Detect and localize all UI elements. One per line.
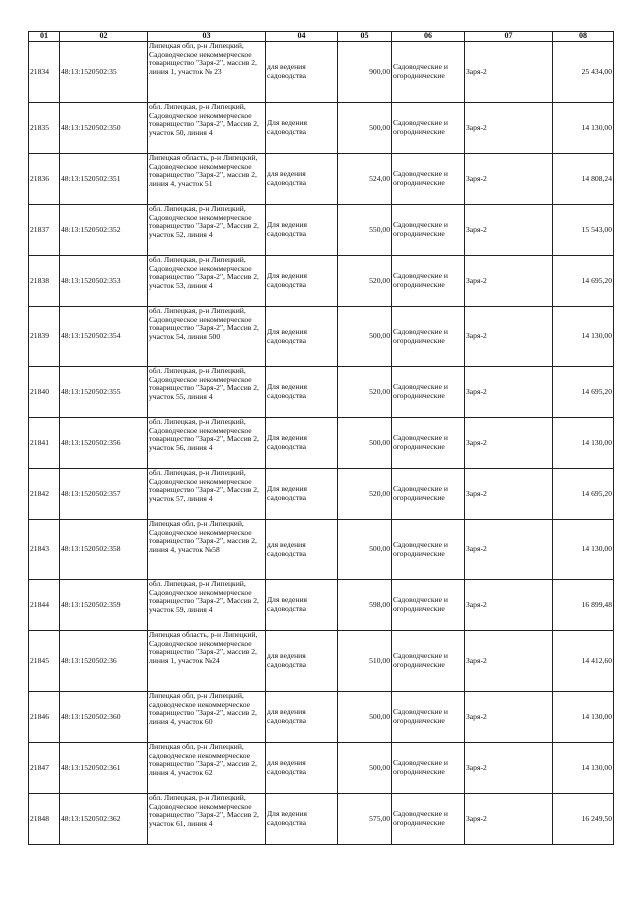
- cadastral-number: 48:13:1520502:358: [60, 520, 148, 580]
- land-category: Садоводческие и огороднические: [392, 103, 465, 154]
- row-number: 21837: [29, 205, 60, 256]
- row-number: 21836: [29, 154, 60, 205]
- table-row: [29, 307, 614, 367]
- cadastral-number: 48:13:1520502:359: [60, 580, 148, 631]
- address: [148, 154, 266, 205]
- cadastral-number: 48:13:1520502:36: [60, 631, 148, 692]
- address: [148, 205, 266, 256]
- table-row: [29, 469, 614, 520]
- land-category: Садоводческие и огороднические: [392, 692, 465, 743]
- cadastral-number: 48:13:1520502:361: [60, 743, 148, 794]
- address-text: обл. Липецкая, р-н Липецкий, Садоводческое некоммерческое товарищество "Заря-2", Массив 2, участок 61, линия 4: [149, 794, 259, 828]
- cadastral-value: 14 130,00: [553, 103, 614, 154]
- cadastral-value: 16 899,48: [553, 580, 614, 631]
- row-number: 21834: [29, 42, 60, 103]
- row-number: 21848: [29, 794, 60, 845]
- address-text: обл. Липецкая, р-н Липецкий, Садоводческое некоммерческое товарищество "Заря-2", Массив 2, участок 59, линия 4: [149, 580, 259, 614]
- row-number: 21842: [29, 469, 60, 520]
- land-category: Садоводческие и огороднические: [392, 580, 465, 631]
- cadastral-number: 48:13:1520502:360: [60, 692, 148, 743]
- settlement-name: Заря-2: [465, 743, 553, 794]
- row-number: 21839: [29, 307, 60, 367]
- row-number: 21843: [29, 520, 60, 580]
- address-text: обл. Липецкая, р-н Липецкий, Садоводческое некоммерческое товарищество "Заря-2", Массив 2, участок 53, линия 4: [149, 256, 259, 290]
- address: [148, 520, 266, 580]
- permitted-use: для ведения садоводства: [266, 520, 338, 580]
- area-value: 500,00: [338, 743, 392, 794]
- table-row: [29, 367, 614, 418]
- table-body: [29, 42, 614, 845]
- cadastral-value: 14 130,00: [553, 307, 614, 367]
- address-text: Липецкая обл, р-н Липецкий, садоводческое некоммерческое товарищество "Заря-2", массив 2, линия 4, участок 62: [149, 743, 257, 777]
- land-category: Садоводческие и огороднические: [392, 631, 465, 692]
- permitted-use: для ведения садоводства: [266, 692, 338, 743]
- land-category: Садоводческие и огороднические: [392, 469, 465, 520]
- address-text: обл. Липецкая, р-н Липецкий, Садоводческое некоммерческое товарищество "Заря-2", Массив 2, участок 52, линия 4: [149, 205, 259, 239]
- column-header: 02: [60, 32, 148, 42]
- land-register-table: [28, 31, 614, 845]
- table-row: [29, 256, 614, 307]
- address-text: обл. Липецкая, р-н Липецкий, Садоводческое некоммерческое товарищество "Заря-2", Массив 2, участок 50, линия 4: [149, 103, 259, 137]
- area-value: 900,00: [338, 42, 392, 103]
- cadastral-number: 48:13:1520502:355: [60, 367, 148, 418]
- area-value: 500,00: [338, 692, 392, 743]
- settlement-name: Заря-2: [465, 42, 553, 103]
- row-number: 21847: [29, 743, 60, 794]
- land-category: Садоводческие и огороднические: [392, 367, 465, 418]
- land-category: Садоводческие и огороднические: [392, 743, 465, 794]
- cadastral-value: 14 130,00: [553, 418, 614, 469]
- cadastral-number: 48:13:1520502:351: [60, 154, 148, 205]
- cadastral-number: 48:13:1520502:350: [60, 103, 148, 154]
- settlement-name: Заря-2: [465, 307, 553, 367]
- cadastral-value: 14 808,24: [553, 154, 614, 205]
- table-row: [29, 154, 614, 205]
- settlement-name: Заря-2: [465, 469, 553, 520]
- row-number: 21841: [29, 418, 60, 469]
- cadastral-number: 48:13:1520502:353: [60, 256, 148, 307]
- area-value: 598,00: [338, 580, 392, 631]
- address: [148, 743, 266, 794]
- cadastral-value: 15 543,00: [553, 205, 614, 256]
- address: [148, 256, 266, 307]
- address: [148, 692, 266, 743]
- table-row: [29, 631, 614, 692]
- address-text: Липецкая обл, р-н Липецкий, Садоводческое некоммерческое товарищество "Заря-2", массив 2, линия 1, участок № 23: [149, 42, 257, 76]
- settlement-name: Заря-2: [465, 205, 553, 256]
- address: [148, 418, 266, 469]
- row-number: 21840: [29, 367, 60, 418]
- cadastral-value: 14 130,00: [553, 743, 614, 794]
- land-category: Садоводческие и огороднические: [392, 520, 465, 580]
- area-value: 500,00: [338, 520, 392, 580]
- row-number: 21844: [29, 580, 60, 631]
- cadastral-number: 48:13:1520502:354: [60, 307, 148, 367]
- permitted-use: Для ведения садоводства: [266, 367, 338, 418]
- address: [148, 794, 266, 845]
- settlement-name: Заря-2: [465, 692, 553, 743]
- land-category: Садоводческие и огороднические: [392, 154, 465, 205]
- settlement-name: Заря-2: [465, 103, 553, 154]
- area-value: 500,00: [338, 418, 392, 469]
- permitted-use: Для ведения садоводства: [266, 103, 338, 154]
- land-category: Садоводческие и огороднические: [392, 418, 465, 469]
- settlement-name: Заря-2: [465, 631, 553, 692]
- permitted-use: Для ведения садоводства: [266, 307, 338, 367]
- row-number: 21845: [29, 631, 60, 692]
- column-header: 01: [29, 32, 60, 42]
- cadastral-value: 14 130,00: [553, 692, 614, 743]
- header-row: [29, 32, 614, 42]
- address-text: обл. Липецкая, р-н Липецкий, Садоводческое некоммерческое товарищество "Заря-2", Массив 2, участок 56, линия 4: [149, 418, 259, 452]
- permitted-use: Для ведения садоводства: [266, 580, 338, 631]
- address-text: Липецкая обл, р-н Липецкий, Садоводческое некоммерческое товарищество "Заря-2", массив 2, линия 4, участок №58: [149, 520, 257, 554]
- table-row: [29, 205, 614, 256]
- land-category: Садоводческие и огороднические: [392, 42, 465, 103]
- settlement-name: Заря-2: [465, 154, 553, 205]
- address-text: обл. Липецкая, р-н Липецкий, Садоводческое некоммерческое товарищество "Заря-2", Массив 2, участок 55, линия 4: [149, 367, 259, 401]
- address: [148, 103, 266, 154]
- permitted-use: Для ведения садоводства: [266, 469, 338, 520]
- settlement-name: Заря-2: [465, 794, 553, 845]
- permitted-use: для ведения садоводства: [266, 631, 338, 692]
- cadastral-value: 14 130,00: [553, 520, 614, 580]
- row-number: 21838: [29, 256, 60, 307]
- table-row: [29, 103, 614, 154]
- table-row: [29, 794, 614, 845]
- cadastral-value: 14 412,60: [553, 631, 614, 692]
- permitted-use: Для ведения садоводства: [266, 794, 338, 845]
- cadastral-value: 14 695,20: [553, 256, 614, 307]
- land-category: Садоводческие и огороднические: [392, 205, 465, 256]
- cadastral-value: 16 249,50: [553, 794, 614, 845]
- address-text: Липецкая обл, р-н Липецкий, садоводческое некоммерческое товарищество "Заря-2", массив 2, линия 4, участок 60: [149, 692, 257, 726]
- land-category: Садоводческие и огороднические: [392, 307, 465, 367]
- address: [148, 367, 266, 418]
- address: [148, 580, 266, 631]
- table-row: [29, 580, 614, 631]
- address: [148, 631, 266, 692]
- column-header: 08: [553, 32, 614, 42]
- settlement-name: Заря-2: [465, 418, 553, 469]
- address-text: обл. Липецкая, р-н Липецкий, Садоводческое некоммерческое товарищество "Заря-2", Массив 2, участок 54, линия 500: [149, 307, 259, 341]
- address: [148, 307, 266, 367]
- row-number: 21846: [29, 692, 60, 743]
- area-value: 500,00: [338, 103, 392, 154]
- cadastral-number: 48:13:1520502:352: [60, 205, 148, 256]
- area-value: 550,00: [338, 205, 392, 256]
- row-number: 21835: [29, 103, 60, 154]
- area-value: 500,00: [338, 307, 392, 367]
- permitted-use: для ведения садоводства: [266, 154, 338, 205]
- column-header: 07: [465, 32, 553, 42]
- cadastral-number: 48:13:1520502:357: [60, 469, 148, 520]
- column-header: 06: [392, 32, 465, 42]
- settlement-name: Заря-2: [465, 367, 553, 418]
- cadastral-value: 14 695,20: [553, 469, 614, 520]
- address: [148, 42, 266, 103]
- address-text: обл. Липецкая, р-н Липецкий, Садоводческое некоммерческое товарищество "Заря-2", Массив 2, участок 57, линия 4: [149, 469, 259, 503]
- area-value: 520,00: [338, 256, 392, 307]
- address-text: Липецкая область, р-н Липецкий, Садоводческое некоммерческое товарищество "Заря-2", массив 2, линия 1, участок №24: [149, 631, 258, 665]
- address-text: Липецкая область, р-н Липецкий, Садоводческое некоммерческое товарищество "Заря-2", массив 2, линия 4, участок 51: [149, 154, 258, 188]
- area-value: 510,00: [338, 631, 392, 692]
- area-value: 575,00: [338, 794, 392, 845]
- cadastral-number: 48:13:1520502:35: [60, 42, 148, 103]
- table-row: [29, 42, 614, 103]
- area-value: 520,00: [338, 469, 392, 520]
- table-row: [29, 692, 614, 743]
- area-value: 524,00: [338, 154, 392, 205]
- address: [148, 469, 266, 520]
- column-header: 05: [338, 32, 392, 42]
- settlement-name: Заря-2: [465, 256, 553, 307]
- area-value: 520,00: [338, 367, 392, 418]
- permitted-use: Для ведения садоводства: [266, 205, 338, 256]
- table-row: [29, 743, 614, 794]
- permitted-use: для ведения садоводства: [266, 42, 338, 103]
- column-header: 03: [148, 32, 266, 42]
- table-row: [29, 418, 614, 469]
- cadastral-number: 48:13:1520502:356: [60, 418, 148, 469]
- cadastral-number: 48:13:1520502:362: [60, 794, 148, 845]
- land-category: Садоводческие и огороднические: [392, 256, 465, 307]
- permitted-use: для ведения садоводства: [266, 743, 338, 794]
- permitted-use: Для ведения садоводства: [266, 418, 338, 469]
- settlement-name: Заря-2: [465, 580, 553, 631]
- column-header: 04: [266, 32, 338, 42]
- land-category: Садоводческие и огороднические: [392, 794, 465, 845]
- table-row: [29, 520, 614, 580]
- cadastral-value: 14 695,20: [553, 367, 614, 418]
- permitted-use: Для ведения садоводства: [266, 256, 338, 307]
- settlement-name: Заря-2: [465, 520, 553, 580]
- cadastral-value: 25 434,00: [553, 42, 614, 103]
